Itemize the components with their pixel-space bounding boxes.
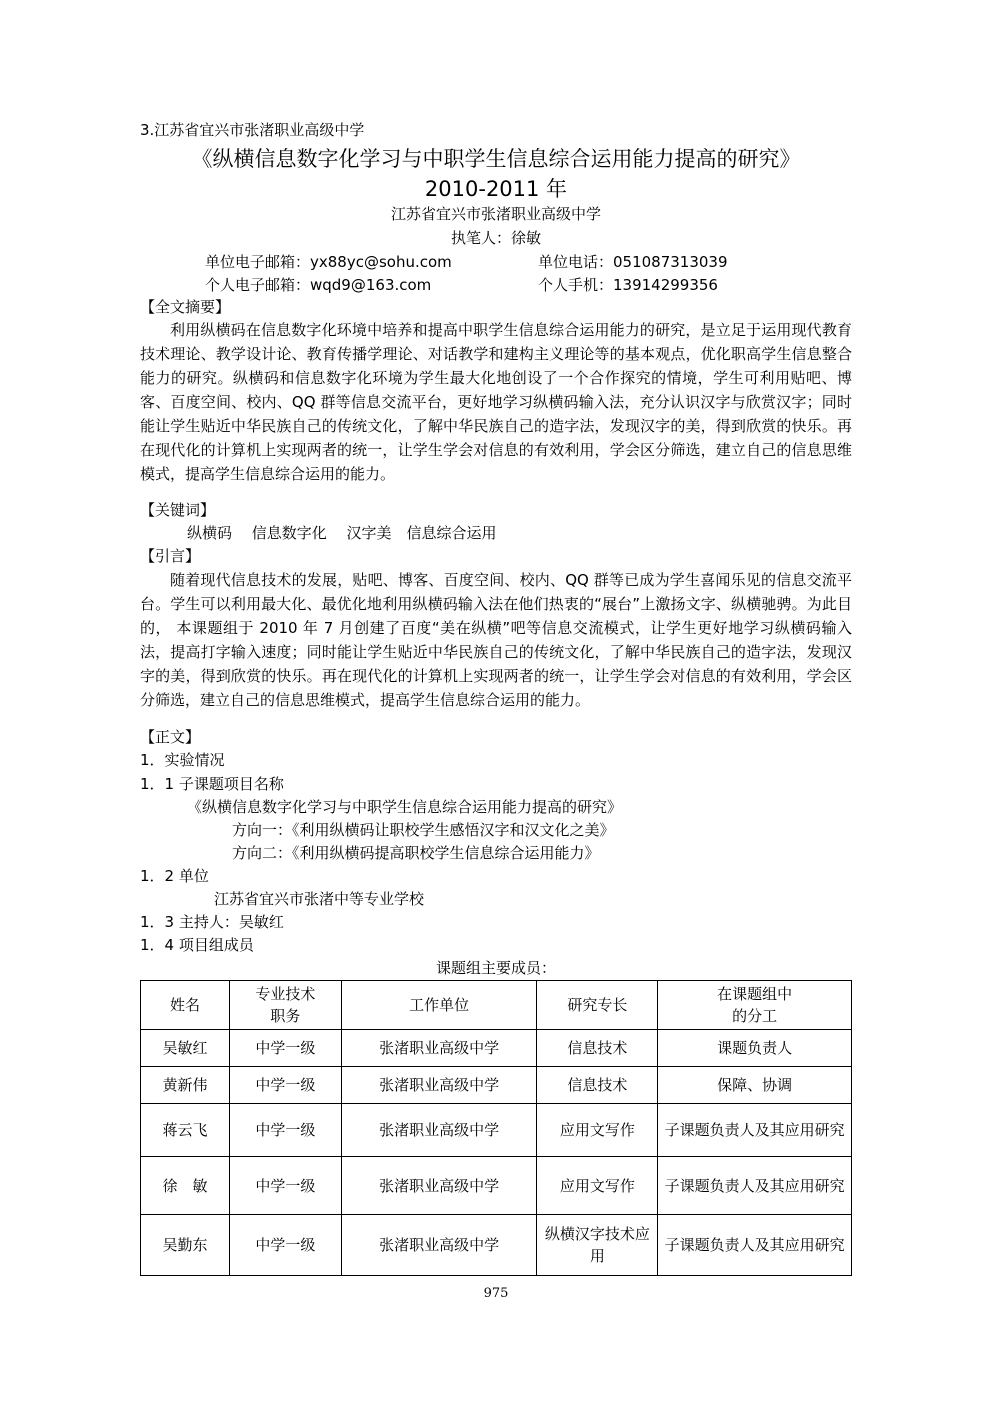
cell-role: 课题负责人 bbox=[658, 1030, 852, 1067]
intro-heading: 【引言】 bbox=[140, 547, 201, 565]
document-title: 《纵横信息数字化学习与中职学生信息综合运用能力提高的研究》 bbox=[191, 147, 801, 171]
personal-mobile: 个人手机：13914299356 bbox=[538, 276, 718, 294]
table-header-row bbox=[141, 981, 852, 1030]
abstract-heading: 【全文摘要】 bbox=[140, 298, 231, 316]
body-heading: 【正文】 bbox=[140, 728, 201, 746]
direction-2: 方向二：《利用纵横码提高职校学生信息综合运用能力》 bbox=[232, 844, 600, 862]
section-1-1: 1．1 子课题项目名称 bbox=[140, 775, 284, 793]
cell-title: 中学一级 bbox=[229, 1157, 341, 1215]
header-name: 姓名 bbox=[141, 981, 230, 1030]
cell-name: 蒋云飞 bbox=[141, 1104, 230, 1157]
cell-name: 吴敏红 bbox=[141, 1030, 230, 1067]
header-title: 专业技术 职务 bbox=[229, 981, 341, 1030]
section-1: 1．实验情况 bbox=[140, 751, 225, 769]
cell-expertise: 纵横汉字技术应用 bbox=[537, 1215, 658, 1276]
keywords-heading: 【关键词】 bbox=[140, 501, 216, 519]
cell-unit: 张渚职业高级中学 bbox=[341, 1157, 537, 1215]
cell-role: 保障、协调 bbox=[658, 1067, 852, 1104]
cell-unit: 张渚职业高级中学 bbox=[341, 1215, 537, 1276]
cell-title: 中学一级 bbox=[229, 1030, 341, 1067]
cell-unit: 张渚职业高级中学 bbox=[341, 1030, 537, 1067]
header-unit: 工作单位 bbox=[341, 981, 537, 1030]
cell-unit: 张渚职业高级中学 bbox=[341, 1104, 537, 1157]
unit-name: 江苏省宜兴市张渚中等专业学校 bbox=[214, 890, 425, 908]
header-role: 在课题组中 的分工 bbox=[658, 981, 852, 1030]
cell-title: 中学一级 bbox=[229, 1104, 341, 1157]
school-name: 江苏省宜兴市张渚职业高级中学 bbox=[390, 205, 601, 223]
table-row bbox=[141, 1104, 852, 1157]
cell-expertise: 应用文写作 bbox=[537, 1104, 658, 1157]
abstract-text: 利用纵横码在信息数字化环境中培养和提高中职学生信息综合运用能力的研究，是立足于运用现代教育技术理论、教学设计论、教育传播学理论、对话教学和建构主义理论等的基本观点，优化职高学生信息整合能力的研究。纵横码和信息数字化环境为学生最大化地创设了一个合作探究的情境，学生可利用贴吧、博客、百度空间、校内、QQ 群等信息交流平台，更好地学习纵横码输入法，充分认识汉字与欣赏汉字；同时能让学生贴近中华民族自己的传统文化，了解中华民族自己的造字法，发现汉字的美，得到欣赏的快乐。再在现代化的计算机上实现两者的统一，让学生学会对信息的有效利用，学会区分筛选，建立自己的信息思维模式，提高学生信息综合运用的能力。 bbox=[140, 321, 852, 483]
keywords-text: 纵横码 信息数字化 汉字美 信息综合运用 bbox=[187, 524, 497, 542]
cell-expertise: 信息技术 bbox=[537, 1030, 658, 1067]
cell-role: 子课题负责人及其应用研究 bbox=[658, 1215, 852, 1276]
document-years: 2010-2011 年 bbox=[424, 177, 568, 201]
table-row bbox=[141, 1067, 852, 1104]
author-line: 执笔人：徐敏 bbox=[450, 229, 541, 247]
page-number: 975 bbox=[483, 1286, 509, 1301]
table-caption: 课题组主要成员： bbox=[435, 959, 556, 977]
section-1-4: 1．4 项目组成员 bbox=[140, 936, 254, 954]
cell-name: 黄新伟 bbox=[141, 1067, 230, 1104]
unit-phone: 单位电话：051087313039 bbox=[538, 253, 728, 271]
cell-title: 中学一级 bbox=[229, 1067, 341, 1104]
cell-role: 子课题负责人及其应用研究 bbox=[658, 1157, 852, 1215]
section-1-3: 1．3 主持人：吴敏红 bbox=[140, 913, 284, 931]
section-label: 3.江苏省宜兴市张渚职业高级中学 bbox=[140, 121, 365, 139]
cell-name: 徐 敏 bbox=[141, 1157, 230, 1215]
cell-name: 吴勤东 bbox=[141, 1215, 230, 1276]
table-row bbox=[141, 1157, 852, 1215]
project-title: 《纵横信息数字化学习与中职学生信息综合运用能力提高的研究》 bbox=[187, 798, 623, 816]
members-table bbox=[140, 980, 852, 1276]
table-row bbox=[141, 1030, 852, 1067]
cell-expertise: 信息技术 bbox=[537, 1067, 658, 1104]
section-1-2: 1．2 单位 bbox=[140, 867, 209, 885]
intro-text: 随着现代信息技术的发展，贴吧、博客、百度空间、校内、QQ 群等已成为学生喜闻乐见的信息交流平台。学生可以利用最大化、最优化地利用纵横码输入法在他们热衷的“展台”上激扬文字、纵横驰骋。为此目的， 本课题组于 2010 年 7 月创建了百度“美在纵横”吧等信息交流模式，让学生更好地学习纵横码输入法，提高打字输入速度；同时能让学生贴近中华民族自己的传统文化，了解中华民族自己的造字法，发现汉字的美，得到欣赏的快乐。再在现代化的计算机上实现两者的统一，让学生学会对信息的有效利用，学会区分筛选，建立自己的信息思维模式，提高学生信息综合运用的能力。 bbox=[140, 571, 852, 709]
cell-unit: 张渚职业高级中学 bbox=[341, 1067, 537, 1104]
unit-email: 单位电子邮箱：yx88yc@sohu.com bbox=[205, 253, 452, 271]
direction-1: 方向一：《利用纵横码让职校学生感悟汉字和汉文化之美》 bbox=[232, 821, 615, 839]
header-expertise: 研究专长 bbox=[537, 981, 658, 1030]
table-row bbox=[141, 1215, 852, 1276]
cell-title: 中学一级 bbox=[229, 1215, 341, 1276]
cell-expertise: 应用文写作 bbox=[537, 1157, 658, 1215]
personal-email: 个人电子邮箱：wqd9@163.com bbox=[205, 276, 432, 294]
cell-role: 子课题负责人及其应用研究 bbox=[658, 1104, 852, 1157]
